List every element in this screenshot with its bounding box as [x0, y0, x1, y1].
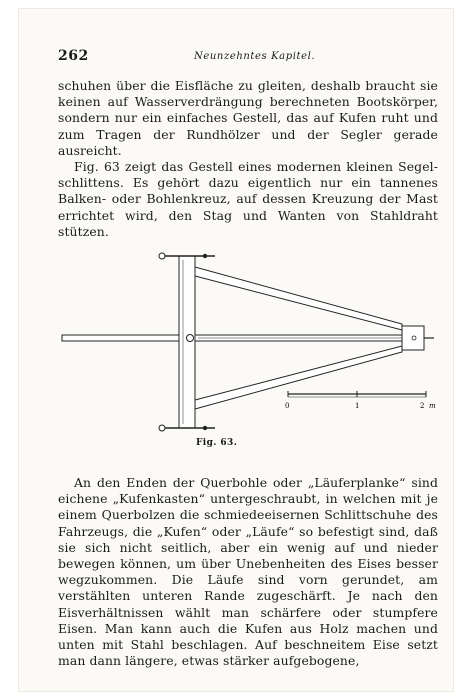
- scale-bar: [285, 391, 436, 410]
- runner-plank: [179, 256, 195, 428]
- scale-label-2: 2: [420, 402, 425, 410]
- upper-stay: [195, 267, 402, 330]
- paragraph: schuhen über die Eisfläche zu gleiten, deshalb braucht sie keinen auf Wasserverdrängung berechneten Bootskörper, sondern nur ein einfaches Gestell, das auf Kufen ruht und zum Tragen der Rundhölzer und der Segler gerade ausreicht.: [58, 78, 438, 158]
- scale-label-1: 1: [355, 402, 360, 410]
- lower-stay: [195, 346, 402, 409]
- scale-unit: m: [429, 402, 436, 410]
- running-head: Neunzehntes Kapitel.: [194, 51, 316, 62]
- paragraph: An den Enden der Querbohle oder „Läuferplanke“ sind eichene „Kufenkasten“ untergeschraubt, in welchen mit je einem Querbolzen die schmiedeeisernen Schlittschuhe des Fahrzeugs, die „Kufen“ oder „Läufe“ so befestigt sind, daß sie sich nicht seitlich, aber ein wenig auf und nieder bewegen können, um über Unebenheiten des Eises besser wegzukommen. Die Läufe sind vorn gerundet, am verstählten unteren Rande zugeschärft. Je nach den Eisverhältnissen wählt man schärfere oder stumpfere Eisen. Man kann auch die Kufen aus Holz machen und unten mit Stahl beschlagen. Auf beschneitem Eise setzt man dann längere, etwas stärker aufgebogene,: [58, 475, 438, 669]
- top-runner-bolt-left: [159, 253, 165, 259]
- sled-frame-drawing: [58, 248, 438, 444]
- mast-step: [187, 335, 194, 342]
- figure-63: [58, 248, 438, 444]
- bottom-runner-bolt-right: [203, 426, 207, 430]
- book-page: [18, 8, 454, 692]
- bottom-runner-bolt-left: [159, 425, 165, 431]
- text-block-bottom: [58, 475, 438, 669]
- bow-bolt: [412, 336, 416, 340]
- scale-label-0: 0: [285, 402, 290, 410]
- page-number: 262: [58, 48, 89, 64]
- top-runner-bolt-right: [203, 254, 207, 258]
- paragraph: Fig. 63 zeigt das Gestell eines modernen kleinen Segel-schlittens. Es gehört dazu eigentlich nur ein tannenes Balken- oder Bohlenkreuz, auf dessen Kreuzung der Mast errichtet wird, den Stag und Wanten von Stahldraht stützen.: [58, 159, 438, 239]
- figure-caption: Fig. 63.: [196, 438, 238, 448]
- page-header: [58, 48, 438, 68]
- text-block-top: [58, 78, 438, 240]
